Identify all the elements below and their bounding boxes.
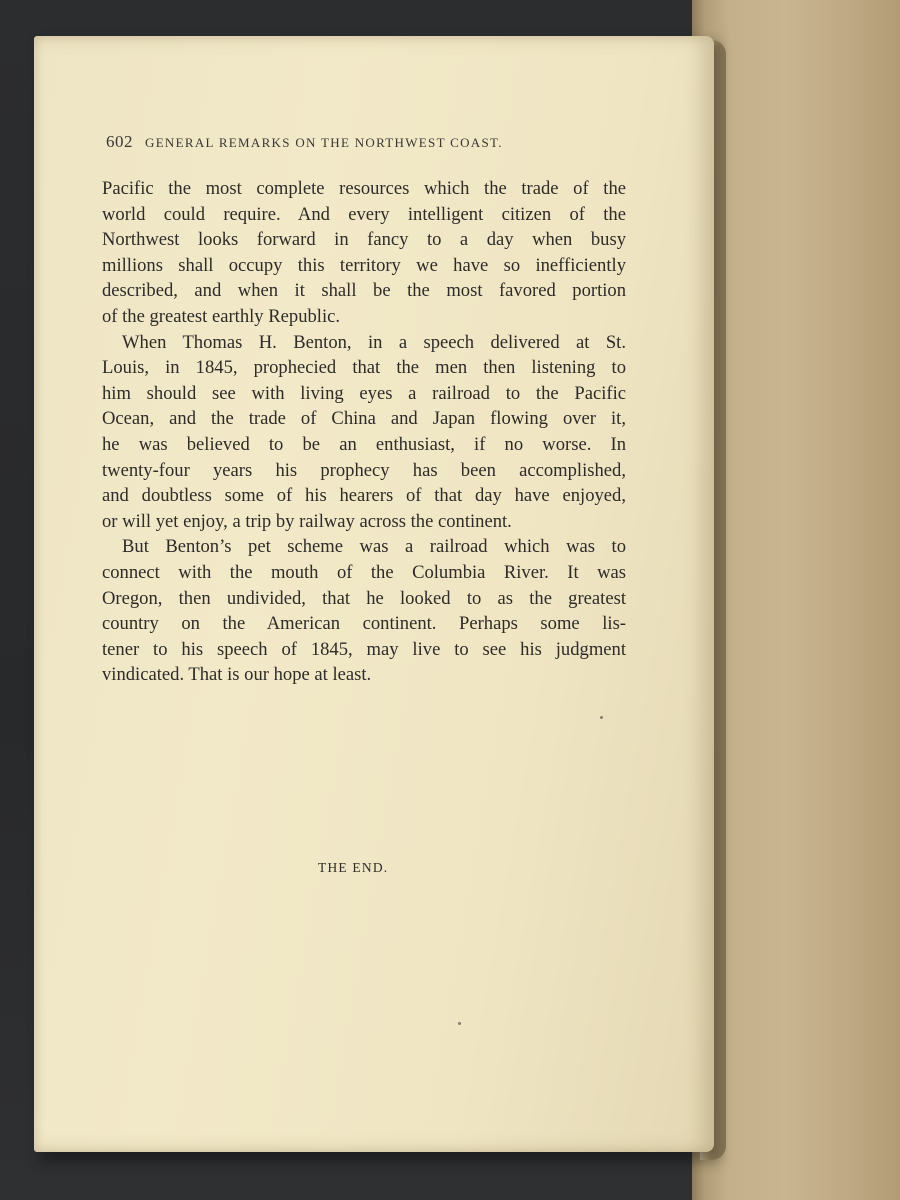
running-title: GENERAL REMARKS ON THE NORTHWEST COAST. [145, 135, 503, 150]
text-line: tener to his speech of 1845, may live to see his judgment [102, 638, 626, 660]
the-end-label: THE END. [318, 860, 389, 875]
text-line: Louis, in 1845, prophecied that the men then listening to [102, 357, 626, 379]
text-line: millions shall occupy this territory we have so inefficiently [102, 254, 626, 276]
page-number: 602 [106, 132, 133, 151]
paragraph-2 [102, 330, 626, 535]
book-page [34, 36, 714, 1152]
text-line: Oregon, then undivided, that he looked to as the greatest [102, 587, 626, 609]
text-line: him should see with living eyes a railroad to the Pacific [102, 382, 626, 404]
text-line: country on the American continent. Perhaps some lis- [102, 613, 626, 635]
text-line: Ocean, and the trade of China and Japan flowing over it, [102, 408, 626, 430]
text-line: twenty-four years his prophecy has been accomplished, [102, 459, 626, 481]
text-line: he was believed to be an enthusiast, if no worse. In [102, 433, 626, 455]
text-line: Northwest looks forward in fancy to a day when busy [102, 229, 626, 251]
paper-speck [458, 1022, 461, 1025]
text-line: world could require. And every intelligent citizen of the [102, 203, 626, 225]
text-line: When Thomas H. Benton, in a speech delivered at St. [122, 331, 626, 353]
text-line: But Benton’s pet scheme was a railroad which was to [122, 536, 626, 558]
text-line: of the greatest earthly Republic. [102, 305, 341, 327]
text-line: and doubtless some of his hearers of that day have enjoyed, [102, 485, 626, 507]
running-head [106, 132, 576, 152]
text-line: or will yet enjoy, a trip by railway across the continent. [102, 510, 512, 532]
body-text [102, 176, 626, 688]
text-line: described, and when it shall be the most favored portion [102, 280, 626, 302]
paragraph-3 [102, 534, 626, 688]
paragraph-1 [102, 176, 626, 330]
paper-speck [600, 716, 603, 719]
text-line: connect with the mouth of the Columbia River. It was [102, 561, 626, 583]
text-line: Pacific the most complete resources which the trade of the [102, 178, 626, 199]
text-line: vindicated. That is our hope at least. [102, 664, 372, 686]
